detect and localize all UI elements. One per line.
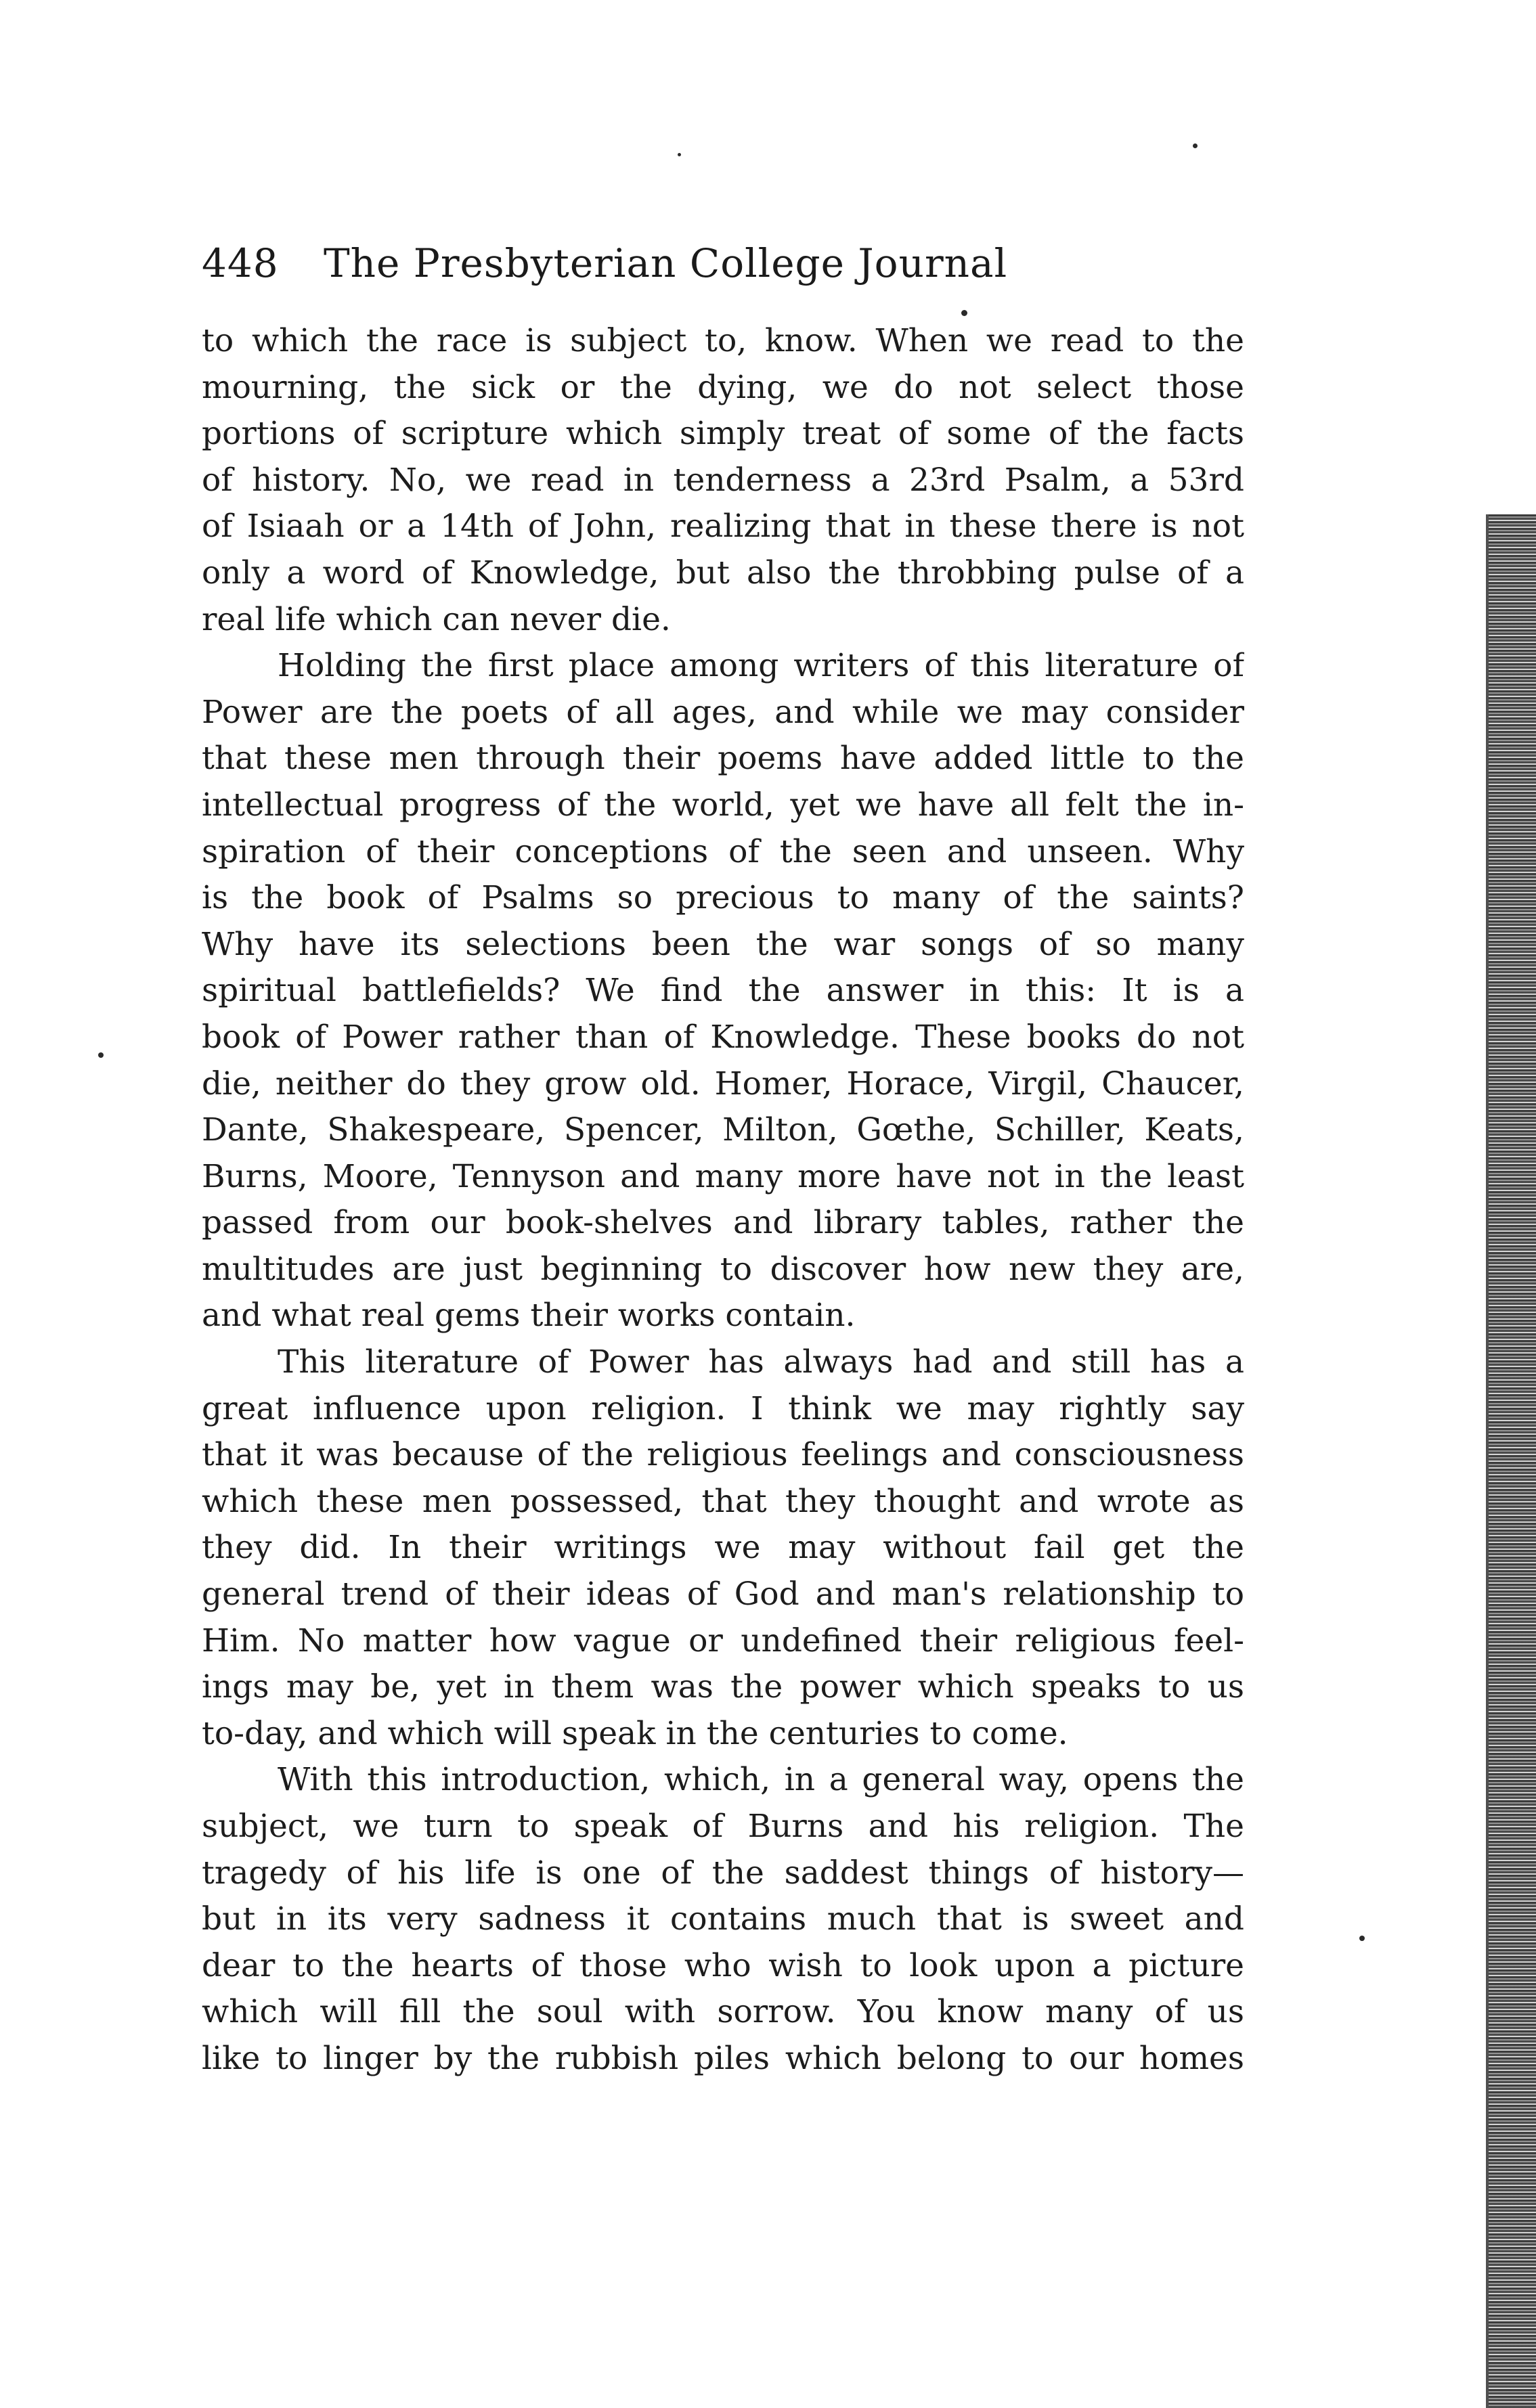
paragraph-1 (202, 318, 1244, 643)
text-line: but in its very sadness it contains much that is sweet and (202, 1900, 1244, 1938)
text-line: This literature of Power has always had and still has a (278, 1343, 1244, 1381)
text-line: that it was because of the religious feelings and consciousness (202, 1436, 1244, 1474)
scan-speck (961, 310, 967, 316)
text-line: With this introduction, which, in a general way, opens the (278, 1761, 1244, 1799)
text-line: spiration of their conceptions of the seen and unseen. Why (202, 832, 1244, 870)
text-line: dear to the hearts of those who wish to look upon a picture (202, 1946, 1244, 1984)
text-line: Dante, Shakespeare, Spencer, Milton, Gœthe, Schiller, Keats, (202, 1111, 1244, 1149)
text-line: general trend of their ideas of God and man's relationship to (202, 1576, 1244, 1613)
page-header (202, 240, 1061, 301)
text-line: intellectual progress of the world, yet we have all felt the in- (202, 786, 1244, 824)
text-line: which will fill the soul with sorrow. You know many of us (202, 1993, 1244, 2031)
text-line: mourning, the sick or the dying, we do not select those (202, 368, 1244, 406)
text-line: portions of scripture which simply treat of some of the facts (202, 415, 1244, 453)
text-line: tragedy of his life is one of the saddest things of history— (202, 1854, 1244, 1892)
text-line: passed from our book-shelves and library tables, rather the (202, 1204, 1244, 1242)
text-line: Holding the first place among writers of this literature of (278, 647, 1244, 685)
text-line: subject, we turn to speak of Burns and his religion. The (202, 1808, 1244, 1845)
text-line: Him. No matter how vague or undefined their religious feel- (202, 1622, 1244, 1659)
text-line: real life which can never die. (202, 600, 671, 638)
page-number: 448 (202, 240, 279, 286)
body-text (202, 318, 1244, 2082)
text-line: ings may be, yet in them was the power which speaks to us (202, 1668, 1244, 1706)
paragraph-4 (202, 1757, 1244, 2082)
text-line: of Isiaah or a 14th of John, realizing that in these there is not (202, 508, 1244, 545)
text-line: Burns, Moore, Tennyson and many more have not in the least (202, 1157, 1244, 1195)
text-line: that these men through their poems have added little to the (202, 740, 1244, 778)
paragraph-3 (202, 1339, 1244, 1757)
running-title: The Presbyterian College Journal (324, 240, 1008, 286)
scan-speck (1359, 1936, 1365, 1941)
text-line: book of Power rather than of Knowledge. These books do not (202, 1018, 1244, 1056)
text-line: is the book of Psalms so precious to many of the saints? (202, 879, 1244, 917)
text-line: to-day, and which will speak in the centuries to come. (202, 1714, 1068, 1752)
text-line: Power are the poets of all ages, and while we may consider (202, 693, 1244, 731)
text-line: spiritual battlefields? We find the answer in this: It is a (202, 972, 1244, 1010)
text-line: great influence upon religion. I think we may rightly say (202, 1389, 1244, 1427)
scan-speck (1193, 143, 1198, 148)
text-line: Why have its selections been the war songs of so many (202, 925, 1244, 963)
text-line: like to linger by the rubbish piles which belong to our homes (202, 2039, 1244, 2077)
scan-speck (98, 1052, 104, 1058)
text-line: multitudes are just beginning to discover how new they are, (202, 1250, 1244, 1288)
paragraph-2 (202, 643, 1244, 1339)
text-line: and what real gems their works contain. (202, 1297, 856, 1335)
text-line: die, neither do they grow old. Homer, Horace, Virgil, Chaucer, (202, 1065, 1244, 1102)
text-line: which these men possessed, that they thought and wrote as (202, 1482, 1244, 1520)
text-line: of history. No, we read in tenderness a 23rd Psalm, a 53rd (202, 461, 1244, 499)
page-edge-texture (1489, 514, 1536, 2408)
scan-speck (678, 153, 681, 156)
text-line: they did. In their writings we may without fail get the (202, 1529, 1244, 1567)
text-line: to which the race is subject to, know. When we read to the (202, 322, 1244, 359)
text-line: only a word of Knowledge, but also the throbbing pulse of a (202, 554, 1244, 592)
